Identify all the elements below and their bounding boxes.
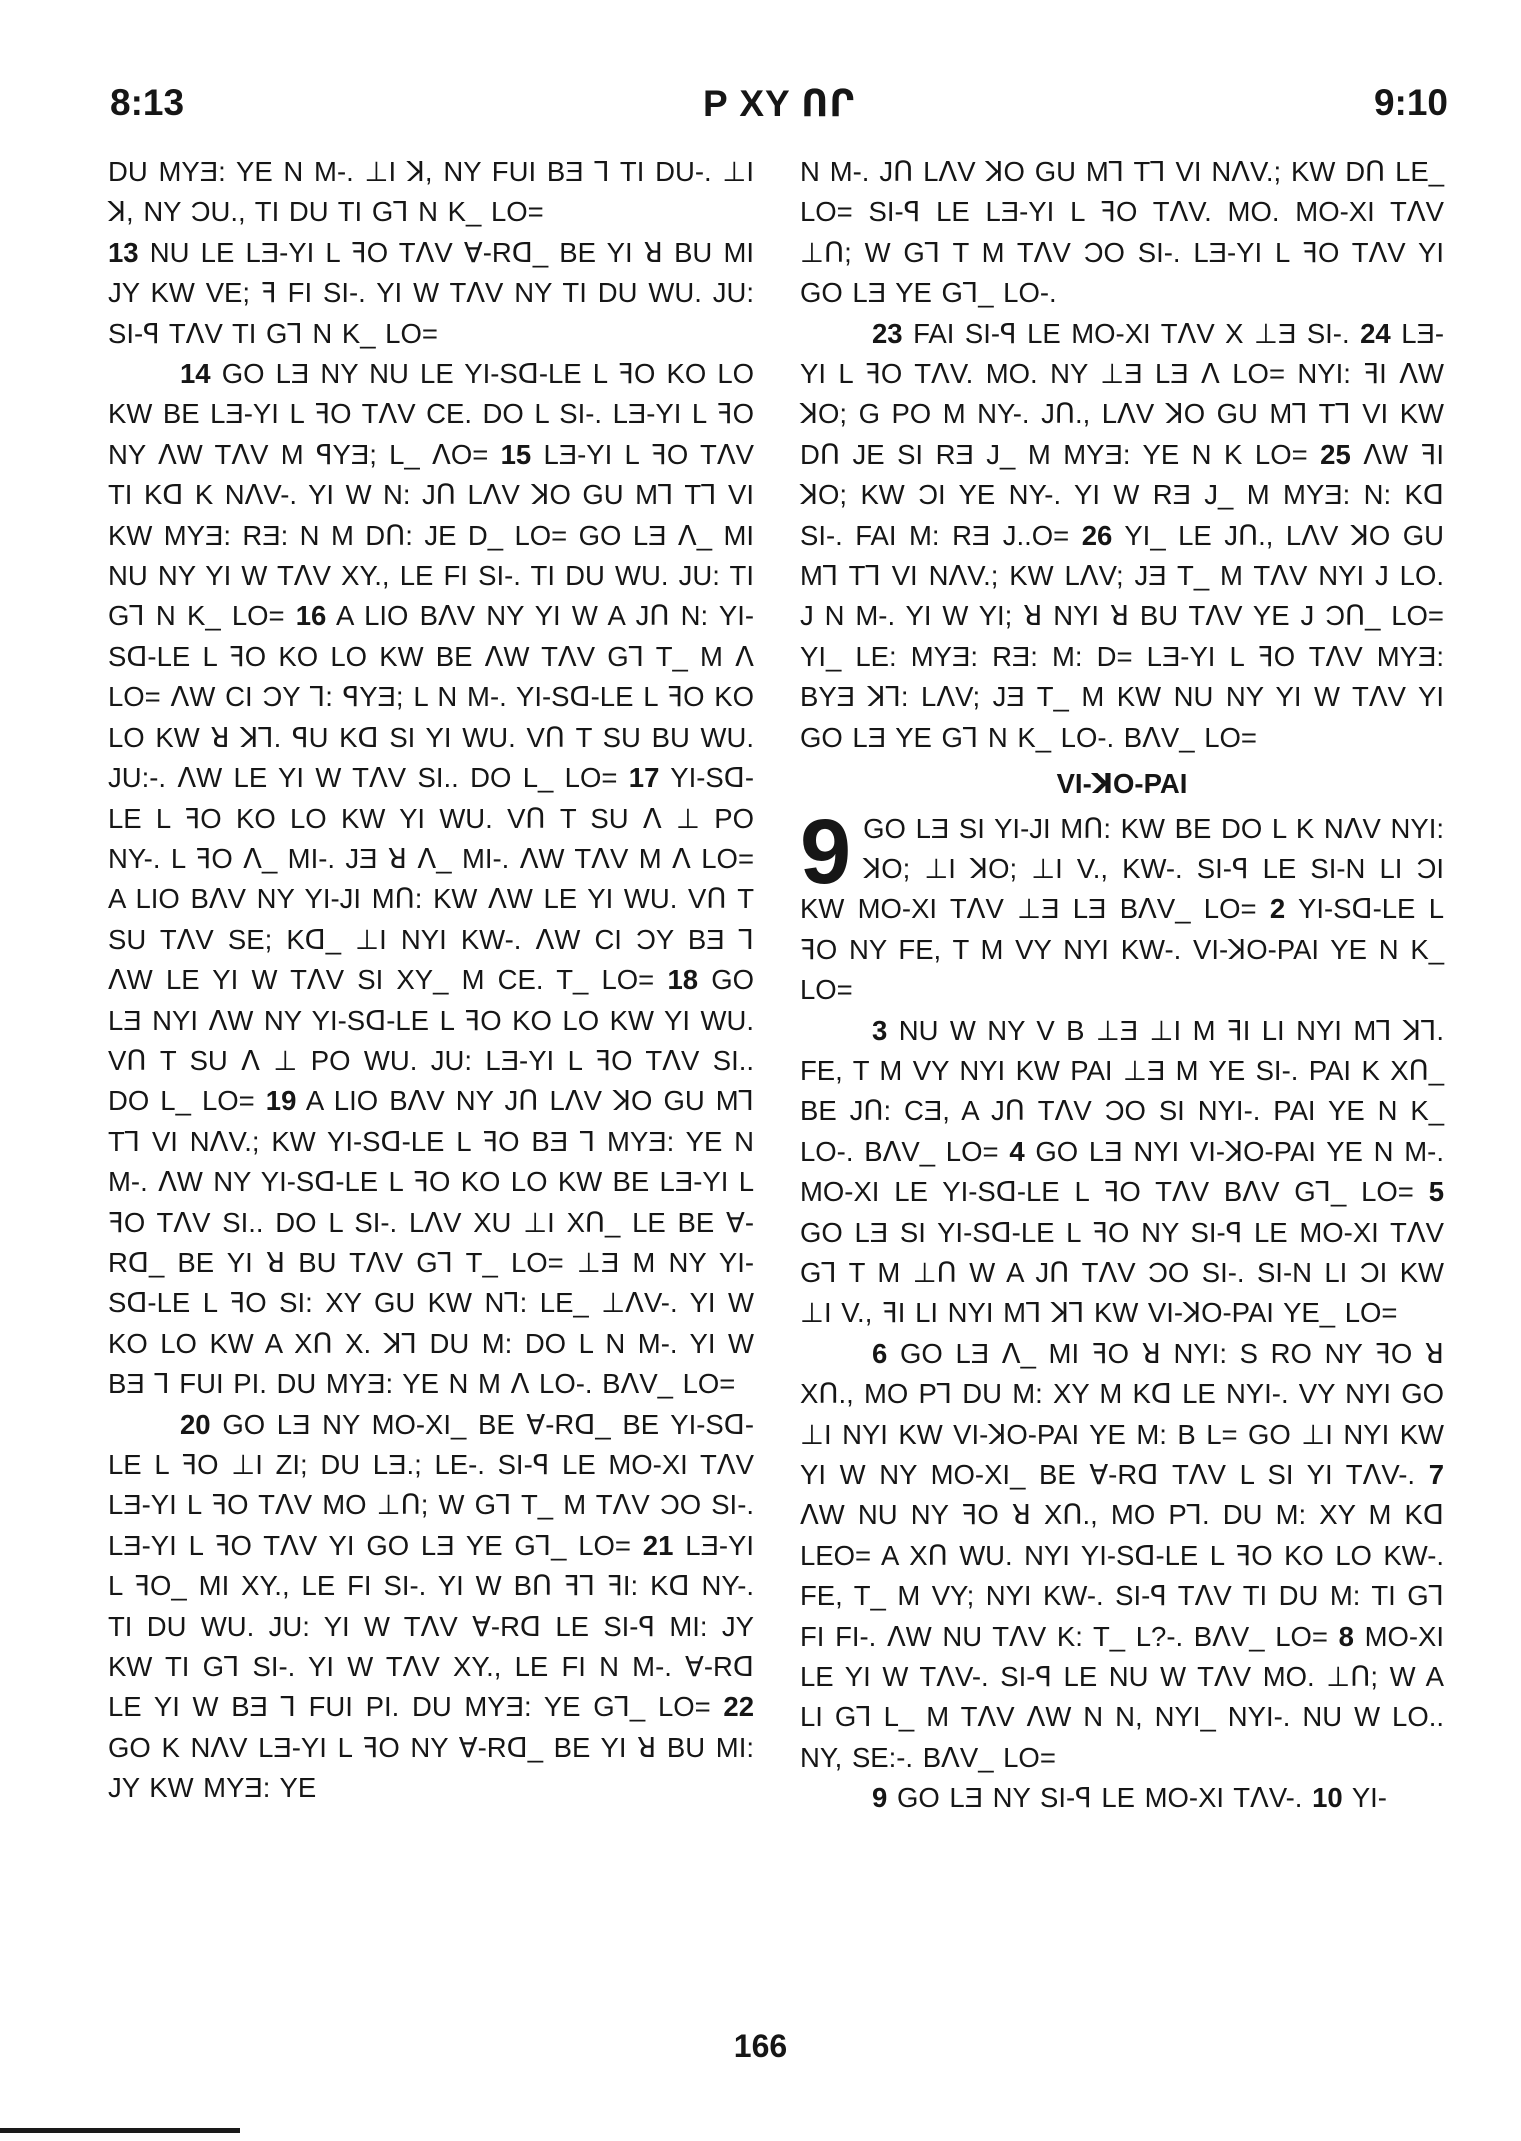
right-column xyxy=(800,152,1444,1819)
verse-number: 25 xyxy=(1320,438,1351,470)
verse-number: 8 xyxy=(1338,1620,1354,1652)
verse-number: 24 xyxy=(1360,317,1391,349)
bottom-rule xyxy=(0,2128,240,2133)
verse-number: 10 xyxy=(1312,1782,1343,1814)
section-heading: VI-ꓘO-PAI xyxy=(1056,768,1188,800)
verse-number: 20 xyxy=(180,1408,211,1440)
header-left-reference: 8:13 xyxy=(110,82,185,123)
paragraph: 23 FAI SI-ꟼ LE MO-XI TꓥV X ⊥Ǝ SI-. 24 LƎ-YI L ꟻO TꓥV. MO. NY ⊥Ǝ LƎ ꓥ LO= NYI: ꟻI ꓥW ꓘO; G PO M NY-. JՈ., LꓥV ꓘO GU M⅂ T⅂ VI KW DՈ JE SI RƎ J_ M MYƎ: YE N K LO= 25 ꓥW ꟻI ꓘO; KW ƆI YE NY-. YI W RƎ J_ M MYƎ: N: Kꓷ SI-. FAI M: RƎ J..O= 26 YI_ LE JՈ., LꓥV ꓘO GU M⅂ T⅂ VI NꓥV.; KW LꓥV; JƎ T_ M TꓥV NYI J LO. J N M-. YI W YI; ꓤ NYI ꓤ BU TꓥV YE J ƆՈ_ LO= YI_ LE: MYƎ: RƎ: M: D= LƎ-YI L ꟻO TꓥV MYƎ: BYƎ ꓘ⅂: LꓥV; JƎ T_ M KW NU NY YI W TꓥV YI GO LƎ YE G⅂ N K_ LO-. BꓥV_ LO= xyxy=(800,317,1445,753)
verse-number: 3 xyxy=(872,1014,888,1046)
header-book-title: P XY ՈՐ xyxy=(703,83,855,124)
paragraph: 3 NU W NY V B ⊥Ǝ ⊥I M ꟻI LI NYI M⅂ ꓘ⅂. FE, T M VY NYI KW PAI ⊥Ǝ M YE SI-. PAI K XՈ_ BE JՈ: CƎ, A JՈ TꓥV ƆO SI NYI-. PAI YE N K_ LO-. BꓥV_ LO= 4 GO LƎ NYI VI-ꓘO-PAI YE N M-. MO-XI LE YI-Sꓷ-LE L ꟻO TꓥV BꓥV G⅂_ LO= 5 GO LƎ SI YI-Sꓷ-LE L ꟻO NY SI-ꟼ LE MO-XI TꓥV G⅂ T M ⊥Ո W A JՈ TꓥV ƆO SI-. SI-N LI ƆI KW ⊥I V., ꟻI LI NYI M⅂ ꓘ⅂ KW VI-ꓘO-PAI YE_ LO= xyxy=(800,1014,1445,1329)
verse-number: 15 xyxy=(500,438,532,470)
verse-number: 23 xyxy=(872,317,903,349)
paragraph: N M-. JՈ LꓥV ꓘO GU M⅂ T⅂ VI NꓥV.; KW DՈ LE_ LO= SI-ꟼ LE LƎ-YI L ꟻO TꓥV. MO. MO-XI TꓥV ⊥Ո; W G⅂ T M TꓥV ƆO SI-. LƎ-YI L ꟻO TꓥV YI GO LƎ YE G⅂_ LO-. xyxy=(800,156,1444,309)
paragraph: 9 GO LƎ NY SI-ꟼ LE MO-XI TꓥV-. 10 YI- xyxy=(872,1782,1387,1814)
verse-number: 2 xyxy=(1269,893,1286,925)
verse-number: 22 xyxy=(723,1691,754,1723)
left-column xyxy=(108,152,754,1809)
paragraph: 9 GO LƎ SI YI-JI MՈ: KW BE DO L K NꓥV NYI: ꓘO; ⊥I ꓘO; ⊥I V., KW-. SI-ꟼ LE SI-N LI ƆI KW MO-XI TꓥV ⊥Ǝ LƎ BꓥV_ LO= 2 YI-Sꓷ-LE L ꟻO NY FE, T M VY NYI KW-. VI-ꓘO-PAI YE N K_ LO= xyxy=(800,800,1444,1006)
verse-number: 13 xyxy=(108,236,139,268)
paragraph: 6 GO LƎ ꓥ_ MI ꟻO ꓤ NYI: S RO NY ꟻO ꓤ XՈ., MO P⅂ DU M: XY M Kꓷ LE NYI-. VY NYI GO ⊥I NYI KW VI-ꓘO-PAI YE M: B L= GO ⊥I NYI KW YI W NY MO-XI_ BE ꓯ-Rꓷ TꓥV L SI YI TꓥV-. 7 ꓥW NU NY ꟻO ꓤ XՈ., MO P⅂. DU M: XY M Kꓷ LEO= A XՈ WU. NYI YI-Sꓷ-LE L ꟻO KO LO KW-. FE, T_ M VY; NYI KW-. SI-ꟼ TꓥV TI DU M: TI G⅂ FI FI-. ꓥW NU TꓥV K: T_ L?-. BꓥV_ LO= 8 MO-XI LE YI W TꓥV-. SI-ꟼ LE NU W TꓥV MO. ⊥Ո; W A LI G⅂ L_ M TꓥV ꓥW N N, NYI_ NYI-. NU W LO.. NY, SE:-. BꓥV_ LO= xyxy=(800,1337,1445,1773)
verse-number: 19 xyxy=(265,1085,297,1117)
verse-number: 7 xyxy=(1428,1459,1445,1490)
verse-number: 17 xyxy=(628,762,660,794)
paragraph: 14 GO LƎ NY NU LE YI-Sꓷ-LE L ꟻO KO LO KW BE LƎ-YI L ꟻO TꓥV CE. DO L SI-. LƎ-YI L ꟻO NY ꓥW TꓥV M ꟼYƎ; L_ ꓥO= 15 LƎ-YI L ꟻO TꓥV TI Kꓷ K NꓥV-. YI W N: JՈ LꓥV ꓘO GU M⅂ T⅂ VI KW MYƎ: RƎ: N M DՈ: JE D_ LO= GO LƎ ꓥ_ MI NU NY YI W TꓥV XY., LE FI SI-. TI DU WU. JU: TI G⅂ N K_ LO= 16 A LIO BꓥV NY YI W A JՈ N: YI-Sꓷ-LE L ꟻO KO LO KW BE ꓥW TꓥV G⅂ T_ M ꓥ LO= ꓥW CI ƆY ⅂: ꟼYƎ; L N M-. YI-Sꓷ-LE L ꟻO KO LO KW ꓤ ꓘ⅂. ꟼU Kꓷ SI YI WU. VՈ T SU BU WU. JU:-. ꓥW LE YI W TꓥV SI.. DO L_ LO= 17 YI-Sꓷ-LE L ꟻO KO LO KW YI WU. VՈ T SU ꓥ ⊥ PO NY-. L ꟻO ꓥ_ MI-. JƎ ꓤ ꓥ_ MI-. ꓥW TꓥV M ꓥ LO= A LIO BꓥV NY YI-JI MՈ: KW ꓥW LE YI WU. VՈ T SU TꓥV SE; Kꓷ_ ⊥I NYI KW-. ꓥW CI ƆY BƎ ⅂ ꓥW LE YI W TꓥV SI XY_ M CE. T_ LO= 18 GO LƎ NYI ꓥW NY YI-Sꓷ-LE L ꟻO KO LO KW YI WU. VՈ T SU ꓥ ⊥ PO WU. JU: LƎ-YI L ꟻO TꓥV SI.. DO L_ LO= 19 A LIO BꓥV NY JՈ LꓥV ꓘO GU M⅂ T⅂ VI NꓥV.; KW YI-Sꓷ-LE L ꟻO BƎ ⅂ MYƎ: YE N M-. ꓥW NY YI-Sꓷ-LE L ꟻO KO LO KW BE LƎ-YI L ꟻO TꓥV SI.. DO L SI-. LꓥV XU ⊥I XՈ_ LE BE ꓯ-Rꓷ_ BE YI ꓤ BU TꓥV G⅂ T_ LO= ⊥Ǝ M NY YI-Sꓷ-LE L ꟻO SI: XY GU KW N⅂: LE_ ⊥ꓥV-. YI W KO LO KW A XՈ X. ꓘ⅂ DU M: DO L N M-. YI W BƎ ⅂ FUI PI. DU MYƎ: YE N M ꓥ LO-. BꓥV_ LO= xyxy=(108,358,755,1400)
chapter-dropcap: 9 xyxy=(800,800,852,903)
verse-number: 6 xyxy=(872,1337,888,1369)
paragraph: DU MYƎ: YE N M-. ⊥I ꓘ, NY FUI BƎ ⅂ TI DU-. ⊥I ꓘ, NY ƆU., TI DU TI G⅂ N K_ LO= xyxy=(108,156,754,228)
verse-number: 16 xyxy=(295,600,327,632)
verse-number: 18 xyxy=(667,964,699,996)
verse-number: 21 xyxy=(642,1529,674,1561)
verse-number: 9 xyxy=(872,1782,888,1814)
running-header xyxy=(110,82,1448,136)
verse-number: 5 xyxy=(1428,1176,1444,1208)
verse-number: 26 xyxy=(1081,519,1113,551)
header-right-reference: 9:10 xyxy=(1373,82,1448,123)
verse-number: 14 xyxy=(180,358,211,390)
verse-number: 4 xyxy=(1009,1135,1025,1167)
paragraph: 13 NU LE LƎ-YI L ꟻO TꓥV ꓯ-Rꓷ_ BE YI ꓤ BU MI JY KW VE; ꟻ FI SI-. YI W TꓥV NY TI DU WU. JU: SI-ꟼ TꓥV TI G⅂ N K_ LO= xyxy=(108,236,755,349)
page-number: 166 xyxy=(733,2028,788,2064)
paragraph: 20 GO LƎ NY MO-XI_ BE ꓯ-Rꓷ_ BE YI-Sꓷ-LE L ꟻO ⊥I ZI; DU LƎ.; LE-. SI-ꟼ LE MO-XI TꓥV LƎ-YI L ꟻO TꓥV MO ⊥Ո; W G⅂ T_ M TꓥV ƆO SI-. LƎ-YI L ꟻO TꓥV YI GO LƎ YE G⅂_ LO= 21 LƎ-YI L ꟻO_ MI XY., LE FI SI-. YI W BՈ ꟻ⅂ ꟻI: Kꓷ NY-. TI DU WU. JU: YI W TꓥV ꓯ-Rꓷ LE SI-ꟼ MI: JY KW TI G⅂ SI-. YI W TꓥV XY., LE FI N M-. ꓯ-Rꓷ LE YI W BƎ ⅂ FUI PI. DU MYƎ: YE G⅂_ LO= 22 GO K NꓥV LƎ-YI L ꟻO NY ꓯ-Rꓷ_ BE YI ꓤ BU MI: JY KW MYƎ: YE xyxy=(108,1408,754,1804)
